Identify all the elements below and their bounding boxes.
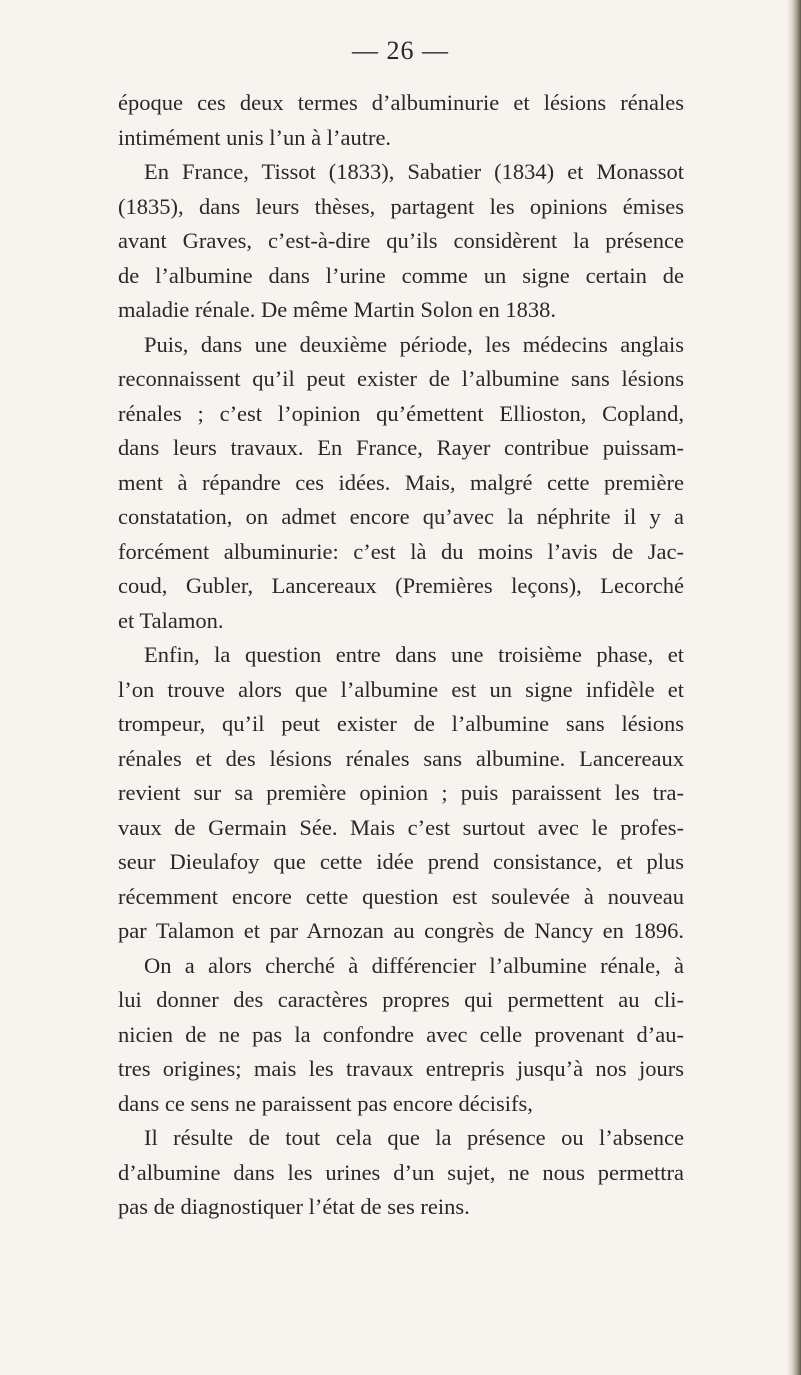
text-line: En France, Tissot (1833), Sabatier (1834) et Monassot — [144, 159, 684, 184]
text-line: par Talamon et par Arnozan au congrès de Nancy en 1896. — [118, 918, 684, 943]
text-line: de l’albumine dans l’urine comme un signe certain de — [118, 262, 684, 288]
text-line: et Talamon. — [118, 607, 224, 633]
text-line: avant Graves, c’est-à-dire qu’ils considèrent la présence — [118, 228, 684, 253]
text-line: constatation, on admet encore qu’avec la néphrite il y a — [118, 504, 684, 529]
text-line: seur Dieulafoy que cette idée prend consistance, et plus — [118, 849, 684, 874]
text-line: coud, Gubler, Lancereaux (Premières leçons), Lecorché — [118, 573, 684, 598]
text-line: nicien de ne pas la confondre avec celle provenant d’au- — [118, 1021, 684, 1047]
text-line: ment à répandre ces idées. Mais, malgré cette première — [118, 469, 684, 495]
text-line: forcément albuminurie: c’est là du moins l’avis de Jac- — [118, 538, 684, 564]
text-line: revient sur sa première opinion ; puis paraissent les tra- — [118, 780, 684, 805]
text-line: récemment encore cette question est soulevée à nouveau — [118, 883, 684, 909]
page-number: — 26 — — [352, 36, 449, 65]
text-line: Il résulte de tout cela que la présence ou l’absence — [144, 1125, 684, 1150]
body-text — [118, 86, 684, 1225]
text-line: d’albumine dans les urines d’un sujet, ne nous permettra — [118, 1159, 684, 1185]
text-line: Enfin, la question entre dans une troisième phase, et — [144, 642, 684, 667]
page-edge-shadow — [787, 0, 801, 1375]
text-line: Puis, dans une deuxième période, les médecins anglais — [144, 331, 684, 357]
text-line: intimément unis l’un à l’autre. — [118, 124, 392, 150]
text-line: (1835), dans leurs thèses, partagent les opinions émises — [118, 193, 684, 219]
text-line: dans ce sens ne paraissent pas encore décisifs, — [118, 1090, 533, 1116]
text-line: vaux de Germain Sée. Mais c’est surtout avec le profes- — [118, 814, 684, 840]
text-line: maladie rénale. De même Martin Solon en 1838. — [118, 297, 556, 322]
text-line: tres origines; mais les travaux entrepris jusqu’à nos jours — [118, 1056, 684, 1081]
text-line: rénales et des lésions rénales sans albumine. Lancereaux — [118, 745, 684, 771]
text-line: dans leurs travaux. En France, Rayer contribue puissam- — [118, 435, 684, 460]
text-line: l’on trouve alors que l’albumine est un signe infidèle et — [118, 676, 684, 702]
text-line: reconnaissent qu’il peut exister de l’albumine sans lésions — [118, 366, 684, 391]
text-line: trompeur, qu’il peut exister de l’albumine sans lésions — [118, 711, 684, 736]
text-line: rénales ; c’est l’opinion qu’émettent Ellioston, Copland, — [118, 400, 684, 426]
text-line: On a alors cherché à différencier l’albumine rénale, à — [144, 952, 684, 978]
text-line: lui donner des caractères propres qui permettent au cli- — [118, 987, 684, 1012]
text-line: époque ces deux termes d’albuminurie et lésions rénales — [118, 90, 684, 115]
text-line: pas de diagnostiquer l’état de ses reins. — [118, 1194, 470, 1219]
